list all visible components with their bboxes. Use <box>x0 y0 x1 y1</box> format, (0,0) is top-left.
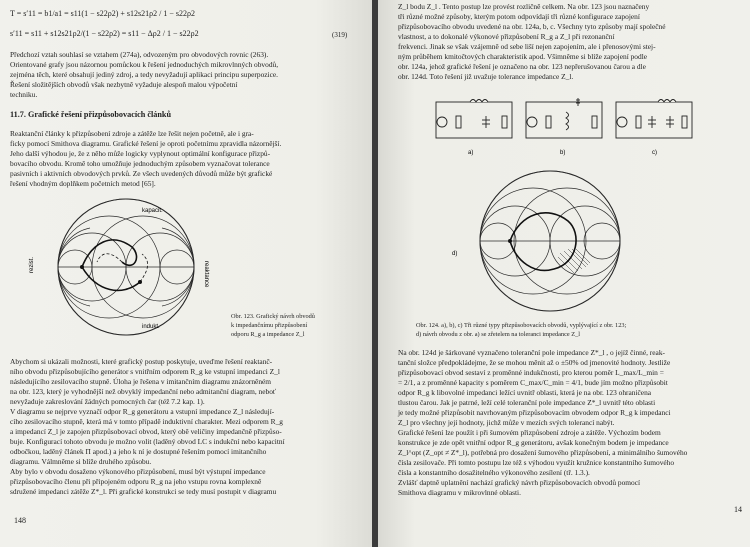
text-line: řešení vhodným doplňkem početních metod [65]. <box>10 179 156 188</box>
caption-line: Obr. 124. a), b), c) Tři různé typy přizpůsobovacích obvodů, vyplývající z obr. 123; <box>416 322 627 329</box>
caption-line: odporu R_g a impedance Z_l <box>231 331 305 338</box>
text-line: konstrukce je zde opět vnitřní odpor R_g generátoru, avšak konečným bodem je impedance <box>398 438 669 447</box>
text-line: buje. Konfigurací tohoto obvodu je možno volit (laděný obvod LC s indukční nebo kapacitní <box>10 437 285 446</box>
text-line: přizpůsobovacího obvodu uvedené na obr. 124a, b, c. Všechny tyto způsoby mají společné <box>398 22 666 31</box>
text-line: cího zesilovacího stupně, která má v tomto případě induktivní charakter. Mezi odporem R_g <box>10 417 283 426</box>
text-line: sdružené impedanci zátěže Z*_l. Při grafické konstrukci se tedy musí postupit v diagramu <box>10 487 277 496</box>
caption-line: k impedančnímu přizpůsobení <box>231 322 308 329</box>
text-line: Orientované grafy jsou názornou pomůckou k řešení jednoduchých mikrovlnných obvodů, <box>10 60 279 69</box>
chart-label-rezist: rezist. <box>29 256 35 273</box>
equation-number: (319) <box>332 31 348 39</box>
equation-2: s′11 = s11 + s12s21ρ2/(1 − s22ρ2) = s11 − Δρ2 / 1 − s22ρ2 <box>10 29 199 38</box>
text-line: Grafické řešení lze použít i při šumovém přizpůsobení zdroje a zátěže. Výchozím bodem <box>398 428 661 437</box>
circuit-label-c: c) <box>652 150 657 156</box>
text-line: V diagramu se nejprve vyznačí odpor R_g generátoru a vstupní impedance Z_l následují- <box>10 407 275 416</box>
text-line: Reaktanční články k přizpůsobení zdroje a zátěže lze řešit nejen početně, ale i gra- <box>10 129 254 138</box>
text-line: Z_l pro všechny její hodnoty, jichž může v mezích svých tolerancí nabýt. <box>398 418 615 427</box>
text-line: Řešení složitějších obvodů však nezbytně vyžaduje alespoň malou výpočetní <box>10 80 238 89</box>
text-line: ního obvodu přizpůsobujícího generátor s vnitřním odporem R_g ke vstupní impedanci Z_l <box>10 367 280 376</box>
text-line: na obr. 123, který je vyhodnější než obvyklý impedanční nebo admitanční diagram, neboť <box>10 387 277 396</box>
equation-1: T = s′11 = b1/a1 = s11(1 − s22ρ2) + s12s21ρ2 / 1 − s22ρ2 <box>10 9 195 18</box>
text-line: odbočkou, laděný článek Π apod.) a jeho k ní je dostupné řešením pomocí imitančního <box>10 447 267 456</box>
text-line: Smithova diagramu v mikrovlnné oblasti. <box>398 488 521 497</box>
text-line: tři různé možné způsoby, kterým potom odpovídají tři různé konfigurace zapojení <box>398 12 640 21</box>
section-title: 11.7. Grafické řešení přizpůsobovacích článků <box>10 110 172 119</box>
text-line: obr. 124a, jehož grafické řešení je označeno na obr. 123 nepřerušovanou čarou a dle <box>398 62 646 71</box>
chart-label-kapacit: kapacit. <box>142 208 163 214</box>
left-page <box>0 0 372 547</box>
text-line: Na obr. 124d je šárkované vyznačeno toleranční pole impedance Z*_l , o jejíž činné, reak- <box>398 348 665 357</box>
circuit-label-d: d) <box>452 251 458 257</box>
caption-line: d) návrh obvodu z obr. a) se zřetelem na toleranci impedance Z_l <box>416 331 581 338</box>
text-line: zejména těch, které obsahují jediný zdroj, a tedy nevyžadují aplikaci principu superpozice. <box>10 70 279 79</box>
text-line: = 2/1, a z proměnné kapacity s poměrem C_max/C_min = 4/1, bude jím možno přizpůsobit <box>398 378 668 387</box>
smith-chart-fig123 <box>22 192 230 342</box>
text-line: ficky pomocí Smithova diagramu. Grafické řešení je oproti početnímu zpravidla názornější. <box>10 139 282 148</box>
text-line: vlastnost, a to dokonalé výkonové přizpůsobení R_g a Z_l při rezonanční <box>398 32 615 41</box>
text-line: tlustou čarou. Jak je patrné, leží celé toleranční pole impedance Z*_l uvnitř této oblasti <box>398 398 656 407</box>
chart-label-reaktance: reaktance <box>203 261 209 288</box>
smith-chart-fig124d <box>450 165 650 317</box>
circuit-label-a: a) <box>468 150 474 156</box>
text-line: Abychom si ukázali možnosti, které grafický postup poskytuje, uveďme řešení reaktanč- <box>10 357 273 366</box>
text-line: ným průběhem kmitočtových charakteristik apod. Všimněme si blíže zapojení podle <box>398 52 648 61</box>
text-line: Jeho další výhodou je, že z něho může logicky vyplynout optimální konfigurace přizpů- <box>10 149 271 158</box>
text-line: odpor R_g k libovolné impedanci ležící uvnitř oblasti, která je na obr. 123 ohraničena <box>398 388 652 397</box>
text-line: diagramu. Válmněme si blíže druhého způsobu. <box>10 457 152 466</box>
chart-label-indukt: indukt. <box>142 324 160 330</box>
text-line: Zvlášť daptně uplatnění nachází grafický návrh přizpůsobovacích obvodů pomocí <box>398 478 641 487</box>
text-line: čísla a konstantního dosažitelného výkonového zesílení (tř. 1.3.). <box>398 468 590 477</box>
text-line: bovacího obvodu. Kromě toho umožňuje jednoduchým způsobem vyznačovat tolerance <box>10 159 270 168</box>
right-page <box>378 0 750 547</box>
text-line: přizpůsobovací obvod sestaví z proměnné indukčnosti, pro kterou poměr L_max/L_min = <box>398 368 664 377</box>
text-line: pasivních i aktivních obvodových prvků. Ze všech uvedených důvodů může být grafické <box>10 169 273 178</box>
text-line: tanční složce předpokládejme, že se mohou měnit až o ±50% od jmenovité hodnoty. Jestliže <box>398 358 671 367</box>
text-line: Aby bylo v obvodu dosaženo výkonového přizpůsobení, musí být výstupní impedance <box>10 467 266 476</box>
circuit-diagrams-fig124 <box>430 92 700 164</box>
page-number-right: 14 <box>734 505 742 514</box>
text-line: je tedy možné přizpůsobit navrhovaným přizpůsobovacím obvodem odpor R_g k impedanci <box>398 408 671 417</box>
text-line: nevyžaduje zakreslování žádných pomocných čar (též 7.2 kap. 1). <box>10 397 205 406</box>
caption-line: Obr. 123. Grafický návrh obvodů <box>231 313 315 320</box>
text-line: techniku. <box>10 90 38 99</box>
text-line: Předchozí vztah souhlasí se vztahem (274a), odvozeným pro obvodových rovnic (263). <box>10 50 269 59</box>
circuit-label-b: b) <box>560 150 566 156</box>
text-line: přizpůsobovacího členu při připojeném odporu R_g na jeho vstupu rovna komplexně <box>10 477 262 486</box>
text-line: obr. 124d. Toto řešení již uvažuje tolerance impedance Z_l. <box>398 72 574 81</box>
text-line: Z_l bodu Z_l . Tento postup lze provést rozličně celkem. Na obr. 123 jsou naznačeny <box>398 2 650 11</box>
text-line: a impedancí Z_l je zapojen přizpůsobovací obvod, který obě veličiny impedančně přizpůso- <box>10 427 282 436</box>
text-line: čísla zesilovače. Při tomto postupu lze též s výhodou využít kružnice konstantního šumového <box>398 458 675 467</box>
page-number-left: 148 <box>14 516 26 525</box>
text-line: frekvenci. Jinak se však vzájemně od sebe liší nejen zapojením, ale i přenosovými stej- <box>398 42 656 51</box>
text-line: Z_l^opt (Z_opt ≠ Z*_l), potřebná pro dosažení šumového přizpůsobení, a minimálního šumového <box>398 448 688 457</box>
text-line: následujícího zesilovacího stupně. Úloha je řešena v imitančním diagramu znázorněném <box>10 377 272 386</box>
